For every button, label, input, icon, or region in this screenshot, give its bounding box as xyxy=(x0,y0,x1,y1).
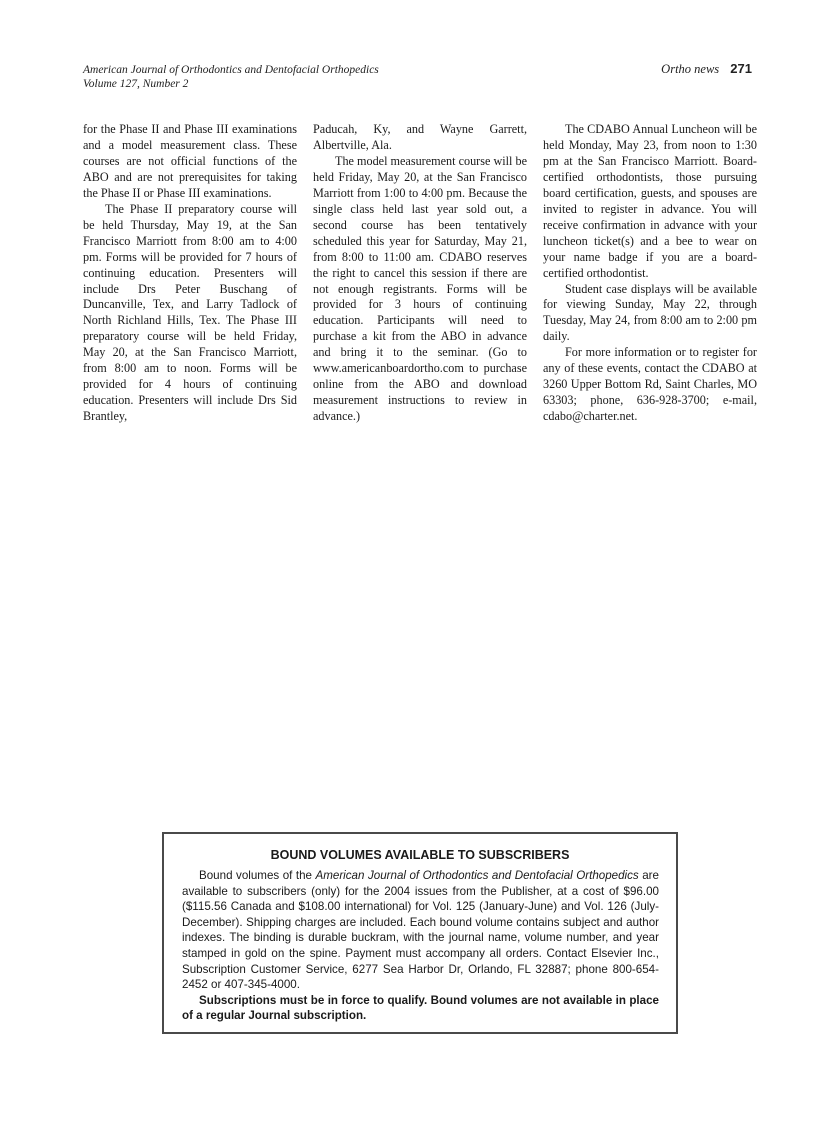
notice-requirement: Subscriptions must be in force to qualify. Bound volumes are not available in place of a regular Journal subscription. xyxy=(182,993,659,1023)
text-column-3 xyxy=(543,122,757,425)
notice-journal-name: American Journal of Orthodontics and Dentofacial Orthopedics xyxy=(315,869,639,882)
notice-text-lead: Bound volumes of the xyxy=(199,869,316,882)
volume-issue: Volume 127, Number 2 xyxy=(83,78,189,90)
page-header-right xyxy=(661,61,752,77)
paragraph: The Phase II preparatory course will be held Thursday, May 19, at the San Francisco Marriott from 8:00 am to 4:00 pm. Forms will be provided for 7 hours of continuing education. Presenters will include Drs Peter Buschang of Duncanville, Tex, and Larry Tadlock of North Richland Hills, Tex. The Phase III preparatory course will be held Friday, May 20, at the San Francisco Marriott, from 8:00 am to noon. Forms will be provided for 4 hours of continuing education. Presenters will include Drs Sid Brantley, xyxy=(83,201,297,424)
notice-body xyxy=(182,868,659,1024)
section-name: Ortho news xyxy=(661,62,720,76)
page-number: 271 xyxy=(730,61,752,76)
paragraph: The CDABO Annual Luncheon will be held Monday, May 23, from noon to 1:30 pm at the San Francisco Marriott. Board-certified orthodontists, those pursuing board certification, guests, and spouses are invited to register in advance. You will receive confirmation in advance with your luncheon ticket(s) and a bee to wear on your name badge if you are a board-certified orthodontist. xyxy=(543,122,757,280)
paragraph: For more information or to register for any of these events, contact the CDABO at 3260 Upper Bottom Rd, Saint Charles, MO 63303; phone, 636-928-3700; e-mail, cdabo@charter.net. xyxy=(543,345,757,424)
notice-paragraph xyxy=(182,868,659,993)
journal-title: American Journal of Orthodontics and Dentofacial Orthopedics xyxy=(83,64,379,76)
notice-text-rest: are available to subscribers (only) for the 2004 issues from the Publisher, at a cost of $96.00 ($115.56 Canada and $108.00 international) for Vol. 125 (January-June) and Vol. 126 (July-December). Shipping charges are included. Each bound volume contains subject and author indexes. The binding is durable buckram, with the journal name, volume number, and year stamped in gold on the spine. Payment must accompany all orders. Contact Elsevier Inc., Subscription Customer Service, 6277 Sea Harbor Dr, Orlando, FL 32887; phone 800-654-2452 or 407-345-4000. xyxy=(182,869,659,992)
paragraph: Paducah, Ky, and Wayne Garrett, Albertville, Ala. xyxy=(313,122,527,152)
paragraph: for the Phase II and Phase III examinations and a model measurement class. These courses are not official functions of the ABO and are not prerequisites for taking the Phase II or Phase III examinations. xyxy=(83,122,297,200)
text-column-1 xyxy=(83,122,297,425)
notice-title: BOUND VOLUMES AVAILABLE TO SUBSCRIBERS xyxy=(270,848,570,862)
text-column-2 xyxy=(313,122,527,425)
bound-volumes-notice-box xyxy=(162,832,678,1034)
running-header xyxy=(83,63,379,91)
paragraph: The model measurement course will be held Friday, May 20, at the San Francisco Marriott from 1:00 to 4:00 pm. Because the single class held last year sold out, a second course has been tentatively scheduled this year for Saturday, May 21, from 8:00 to 11:00 am. CDABO reserves the right to cancel this session if there are not enough registrants. Forms will be provided for 3 hours of continuing education. Participants will need to purchase a kit from the ABO in advance and bring it to the seminar. (Go to www.americanboardortho.com to purchase online from the ABO and download measurement instructions to review in advance.) xyxy=(313,153,527,424)
paragraph: Student case displays will be available for viewing Sunday, May 22, through Tuesday, May 24, from 8:00 am to 2:00 pm daily. xyxy=(543,281,757,344)
